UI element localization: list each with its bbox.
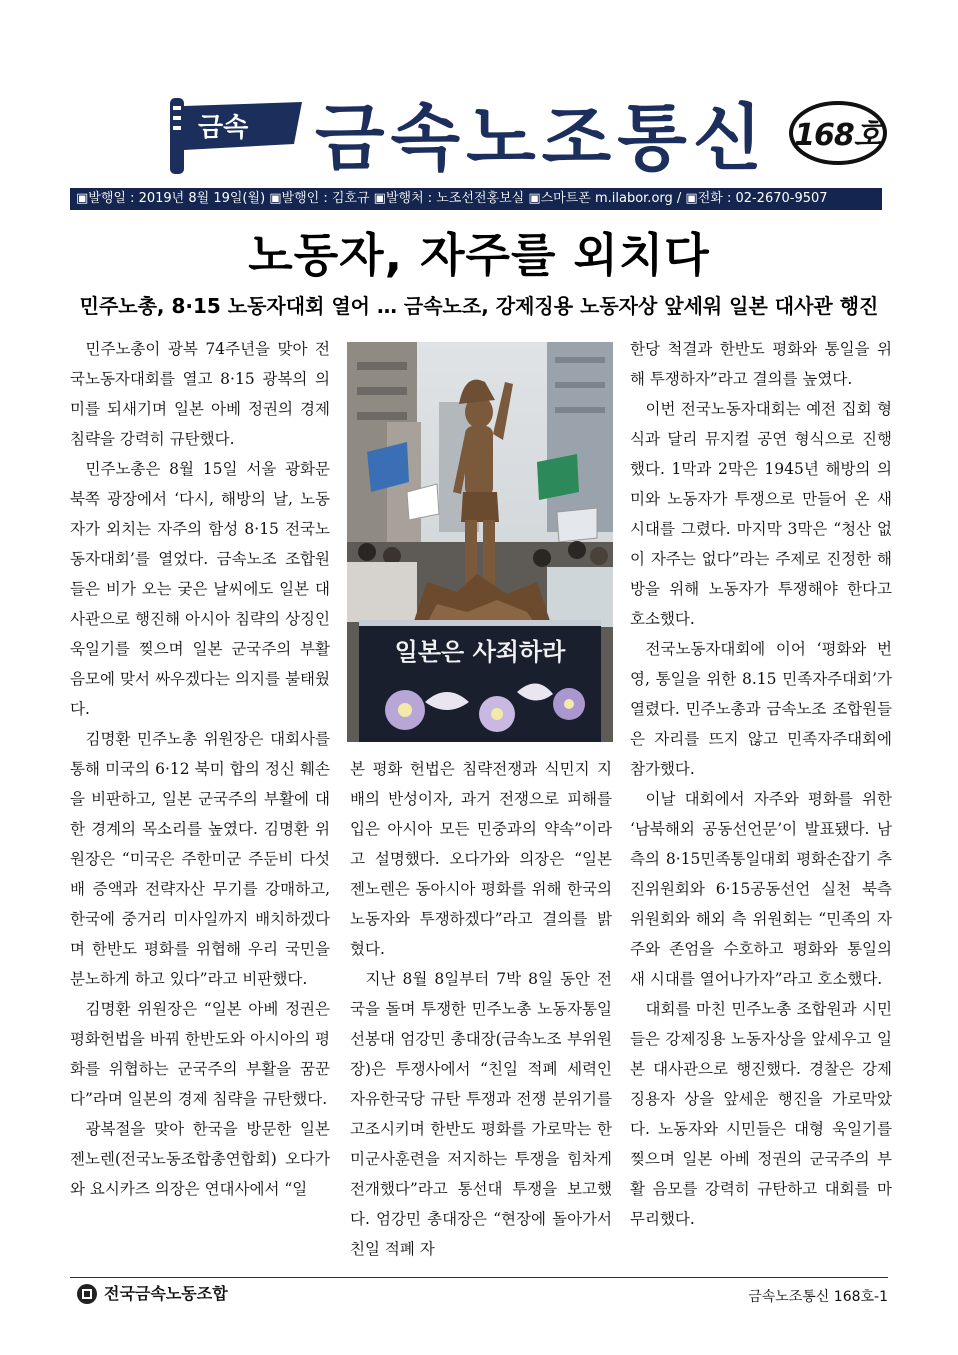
article-column-3 <box>630 334 892 1234</box>
photo-illustration <box>347 342 613 742</box>
publication-info-bar: ▣발행일 : 2019년 8월 19일(월) ▣발행인 : 김호규 ▣발행처 : 노조선전홍보실 ▣스마트폰 m.ilabor.org / ▣전화 : 02-2670-9507 <box>70 188 882 210</box>
paragraph: 본 평화 헌법은 침략전쟁과 식민지 지배의 반성이자, 과거 전쟁으로 피해를 입은 아시아 모든 민중과의 약속”이라고 설명했다. 오다가와 의장은 “일본 젠노렌은 동아시아 평화를 위해 한국의 노동자와 투쟁하겠다”라고 결의를 밝혔다. <box>350 760 612 958</box>
paragraph: 한당 척결과 한반도 평화와 통일을 위해 투쟁하자”라고 결의를 높였다. <box>630 340 892 388</box>
paragraph: 이번 전국노동자대회는 예전 집회 형식과 달리 뮤지컬 공연 형식으로 진행했다. 1막과 2막은 1945년 해방의 의미와 노동자가 투쟁으로 만들어 온 새 시대를 그렸다. 마지막 3막은 “청산 없이 자주는 없다”라는 주제로 진정한 해방을 위해 노동자가 투쟁해야 한다고 호소했다. <box>630 400 892 628</box>
paragraph: 김명환 민주노총 위원장은 대회사를 통해 미국의 6·12 북미 합의 정신 훼손을 비판하고, 일본 군국주의 부활에 대한 경계의 목소리를 높였다. 김명환 위원장은 “미국은 주한미군 주둔비 다섯 배 증액과 전략자산 무기를 강매하고, 한국에 중거리 미사일까지 배치하겠다며 한반도 평화를 위협해 우리 국민을 분노하게 하고 있다”라고 비판했다. <box>70 730 330 988</box>
paragraph: 민주노총이 광복 74주년을 맞아 전국노동자대회를 열고 8·15 광복의 의미를 되새기며 일본 아베 정권의 경제 침략을 강력히 규탄했다. <box>70 340 330 448</box>
paragraph: 대회를 마친 민주노총 조합원과 시민들은 강제징용 노동자상을 앞세우고 일본 대사관으로 행진했다. 경찰은 강제징용자 상을 앞세운 행진을 가로막았다. 노동자와 시민들은 대형 욱일기를 찢으며 일본 아베 정권의 군국주의 부활 음모를 강력히 규탄하고 대회를 마무리했다. <box>630 1000 892 1228</box>
union-emblem-icon <box>162 92 312 182</box>
statue-photo <box>347 342 613 742</box>
footer-org-name: 전국금속노동조합 <box>104 1284 228 1303</box>
paragraph: 민주노총은 8월 15일 서울 광화문 북쪽 광장에서 ‘다시, 해방의 날, 노동자가 외치는 자주의 함성 8·15 전국노동자대회’를 열었다. 금속노조 조합원들은 비가 오는 궂은 날씨에도 일본 대사관으로 행진해 아시아 침략의 상징인 욱일기를 찢으며 일본 군국주의 부활 음모에 맞서 싸우겠다는 의지를 불태웠다. <box>70 460 330 718</box>
masthead <box>70 92 890 184</box>
article-column-2 <box>350 754 612 1264</box>
headline: 노동자, 자주를 외치다 <box>248 228 710 282</box>
footer-divider <box>70 1277 888 1278</box>
emblem-text: 금속 <box>198 113 249 143</box>
paragraph: 광복절을 맞아 한국을 방문한 일본 젠노렌(전국노동조합총연합회) 오다가와 요시카즈 의장은 연대사에서 “일 <box>70 1120 330 1198</box>
subheadline: 민주노총, 8·15 노동자대회 열어 … 금속노조, 강제징용 노동자상 앞세워 일본 대사관 행진 <box>79 294 879 318</box>
issue-number: 168호 <box>794 118 882 153</box>
photo-banner-text: 일본은 사죄하라 <box>394 638 566 666</box>
paragraph: 이날 대회에서 자주와 평화를 위한 ‘남북해외 공동선언문’이 발표됐다. 남측의 8·15민족통일대회 평화손잡기 추진위원회와 6·15공동선언 실천 북측 위원회와 해외 측 위원회는 “민족의 자주와 존엄을 수호하고 평화와 통일의 새 시대를 열어나가자”라고 호소했다. <box>630 790 892 988</box>
paragraph: 지난 8월 8일부터 7박 8일 동안 전국을 돌며 투쟁한 민주노총 노동자통일선봉대 엄강민 총대장(금속노조 부위원장)은 투쟁사에서 “친일 적폐 세력인 자유한국당 규탄 투쟁과 전쟁 분위기를 고조시키며 한반도 평화를 가로막는 한미군사훈련을 저지하는 투쟁을 힘차게 전개했다”라고 통선대 투쟁을 보고했다. 엄강민 총대장은 “현장에 돌아가서 친일 적폐 자 <box>350 970 612 1258</box>
footer-page-label: 금속노조통신 168호-1 <box>748 1289 888 1305</box>
union-logo-icon <box>75 1283 99 1305</box>
article-column-1 <box>70 334 330 1204</box>
paragraph: 김명환 위원장은 “일본 아베 정권은 평화헌법을 바꿔 한반도와 아시아의 평화를 위협하는 군국주의 부활을 꿈꾼다”라며 일본의 경제 침략을 규탄했다. <box>70 1000 330 1108</box>
newsletter-title: 금속노조통신 <box>315 96 769 180</box>
paragraph: 전국노동자대회에 이어 ‘평화와 번영, 통일을 위한 8.15 민족자주대회’가 열렸다. 민주노총과 금속노조 조합원들은 자리를 뜨지 않고 민족자주대회에 참가했다. <box>630 640 892 778</box>
